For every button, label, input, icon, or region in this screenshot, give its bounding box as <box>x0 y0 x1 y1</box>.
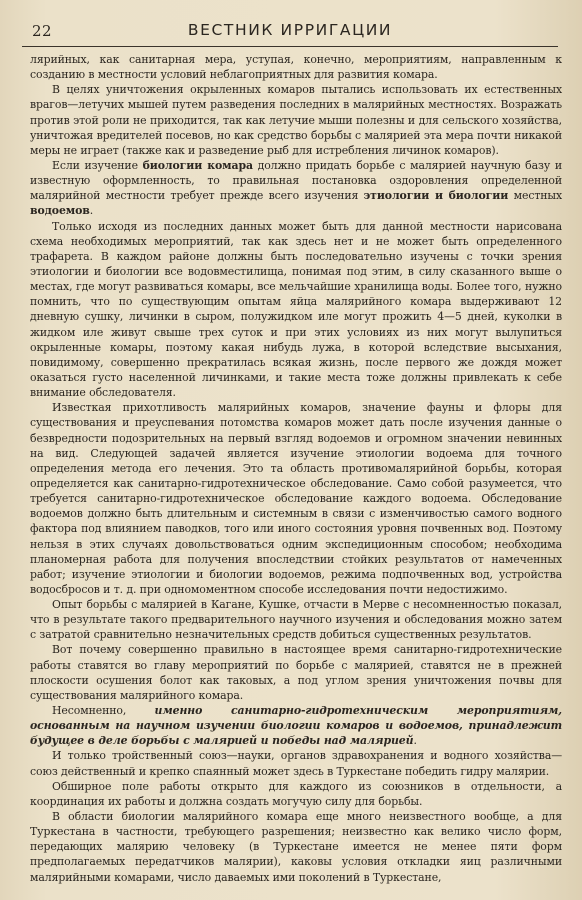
bold-term: биологии комара <box>142 158 253 172</box>
text-run: Обширное поле работы открыто для каждого из союзников в отдельности, а координация их работы и должна создать могучую силу для борьбы. <box>30 779 562 808</box>
paragraph <box>30 82 562 158</box>
bold-term: водоемов <box>30 204 90 218</box>
paragraph <box>30 52 562 82</box>
paragraph <box>30 158 562 219</box>
paragraph <box>30 809 562 885</box>
text-run: должно придать борьбе с малярией научную базу и известную оформленность, то правильная постановка оздоровления определенной малярийной местности требует прежде всего изучения <box>30 158 562 203</box>
text-run: Опыт борьбы с малярией в Кагане, Кушке, отчасти в Мерве с несомненностью показал, что в результате такого предварительного научного изучения и обследования можно затем с затратой сравнительно незначительных средств добиться существенных результатов. <box>30 598 562 642</box>
text-run: Вот почему совершенно правильно в настоящее время санитарно-гидротехнические работы ставятся во главу мероприятий по борьбе с малярией, ставятся не в прежней плоскости осушения болот как таковых, а под углом зрения уничтожения почвы для существования малярийного комара. <box>30 643 562 702</box>
text-run: Если изучение <box>52 158 143 172</box>
text-run: В целях уничтожения окрыленных комаров пытались использовать их естественных врагов—летучих мышей путем разведения последних в малярийных местностях. Возражать против этой роли не приходится, так как летучие мыши полезны и для сельского хозяйства, уничтожая вредителей посевов, но как средство борьбы с малярией эта мера почти никакой меры не играет (также как и разведение рыб для истребления личинок комаров). <box>30 83 562 157</box>
bold-term: этиологии и биологии <box>363 189 509 203</box>
text-run: Только исходя из последних данных может быть для данной местности нарисована схема необходимых мероприятий, так как здесь нет и не может быть определенного трафарета. В каждом районе должны быть последовательно изучены с точки зрения этиологии и биологии все водовместилища, понимая под этим, в силу сказанного выше о местах, где могут развиваться комары, все мельчайшие хранилища воды. Более того, нужно помнить, что по существующим опытам яйца малярийного комара выдерживают 12 дневную сушку, личинки в сыром, полужидком иле могут прожить 4—5 дней, куколки в жидком иле живут свыше трех суток и при этих условиях из них могут вылупиться окрыленные комары, поэтому какая нибудь лужа, в которой вследствие высыхания, повидимому, совершенно прекратилась всякая жизнь, после первого же дождя может оказаться густо населенной личинками, и такие места тоже должны привлекать к себе внимание обследователя. <box>30 219 562 400</box>
paragraph <box>30 597 562 642</box>
text-run: местных <box>508 189 563 203</box>
text-run: Известкая прихотливость малярийных комаров, значение фауны и флоры для существования и преуспевания потомства комаров может дать после изучения данные о безвредности подозрительных на первый взгляд водоемов и огромном значении невинных на вид. Следующей задачей является изучение этиологии водоема для точного определения метода его лечения. Это та область противомалярийной борьбы, которая определяется как санитарно-гидротехническое обследование. Само собой разумеется, что требуется санитарно-гидротехническое обследование каждого водоема. Обследование водоемов должно быть длительным и системным в связи с изменчивостью самого водного фактора под влиянием паводков, того или иного состояния уровня почвенных вод. Поэтому нельзя в этих случаях довольствоваться одним экспедиционным способом; необходима планомерная работа для получения впоследствии стойких результатов от намеченных работ; изучение этиологии и биологии водоемов, режима подпочвенных вод, устройства водосбросов и т. д. при одномоментном способе исследования почти недостижимо. <box>30 401 562 596</box>
page-number: 22 <box>32 22 53 40</box>
paragraph <box>30 748 562 778</box>
journal-title: ВЕСТНИК ИРРИГАЦИИ <box>187 21 393 39</box>
text-run: В области биологии малярийного комара еще много неизвестного вообще, а для Туркестана в частности, требующего разрешения; неизвестно как велико число форм, передающих малярию человеку (в Туркестане имеется не менее пяти форм предполагаемых передатчиков малярии), каковы условия откладки яиц различными малярийными комарами, число даваемых ими поколений в Туркестане, <box>30 810 562 884</box>
paragraph <box>30 703 562 748</box>
text-run: И только тройственный союз—науки, органов здравохранения и водного хозяйства—союз действенный и крепко спаянный может здесь в Туркестане победить гидру малярии. <box>30 749 562 778</box>
paragraph <box>30 642 562 703</box>
page-header <box>22 16 558 47</box>
text-run: . <box>89 204 94 218</box>
paragraph <box>30 779 562 809</box>
paragraph <box>30 219 562 401</box>
paragraph <box>30 400 562 597</box>
text-run: Несомненно, <box>52 704 155 718</box>
emphasized-text: именно санитарно-гидротехническим мероприятиям, основанным на научном изучении биологии комаров и водоемов, принадлежит будущее в деле борьбы с малярией и победы над малярией <box>30 704 562 748</box>
text-run: . <box>413 734 417 748</box>
article-body <box>30 52 562 885</box>
text-run: лярийных, как санитарная мера, уступая, конечно, мероприятиям, направленным к созданию в местности условий неблагоприятных для развития комара. <box>30 53 562 82</box>
